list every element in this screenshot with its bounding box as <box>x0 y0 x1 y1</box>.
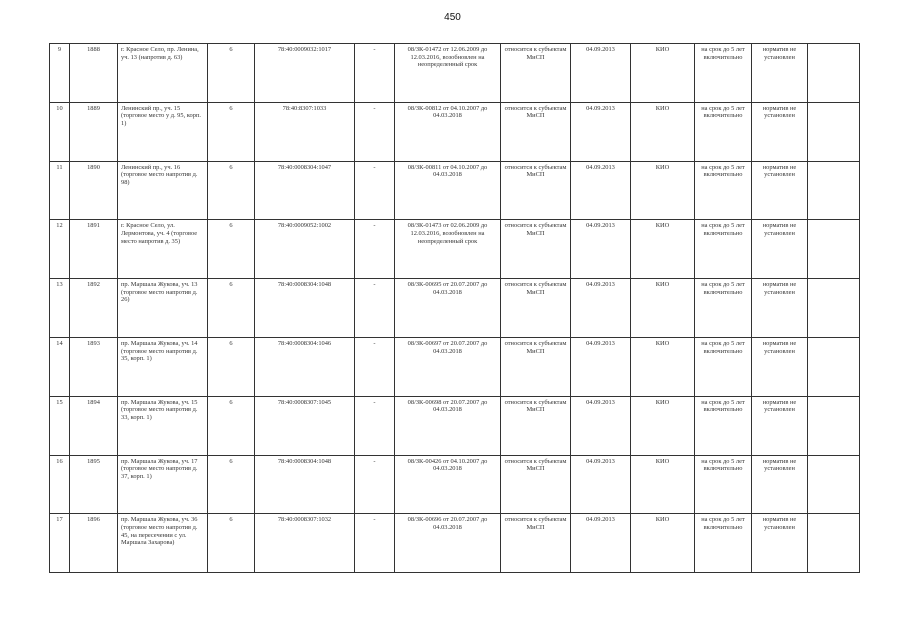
cadastre-cell: 78:40:8307:1033 <box>255 102 355 161</box>
row-number-cell: 12 <box>50 220 70 279</box>
date-cell: 04.09.2013 <box>571 396 631 455</box>
term-cell: на срок до 5 лет включительно <box>695 455 752 514</box>
row-number-cell: 15 <box>50 396 70 455</box>
empty-cell <box>808 514 860 573</box>
subject-cell: относится к субъектам МиСП <box>501 337 571 396</box>
address-cell: пр. Маршала Жукова, уч. 36 (торговое место напротив д. 45, на пересечении с ул. Маршала Захарова) <box>118 514 208 573</box>
norm-cell: норматив не установлен <box>752 279 808 338</box>
empty-cell <box>808 337 860 396</box>
address-cell: пр. Маршала Жукова, уч. 17 (торговое место напротив д. 37, корп. 1) <box>118 455 208 514</box>
empty-cell <box>808 102 860 161</box>
registry-number-cell: 1890 <box>70 161 118 220</box>
registry-number-cell: 1896 <box>70 514 118 573</box>
row-number-cell: 13 <box>50 279 70 338</box>
area-cell: - <box>355 44 395 103</box>
empty-cell <box>808 455 860 514</box>
empty-cell <box>808 161 860 220</box>
area-cell: - <box>355 455 395 514</box>
term-cell: на срок до 5 лет включительно <box>695 279 752 338</box>
cadastre-cell: 78:40:0008307:1032 <box>255 514 355 573</box>
norm-cell: норматив не установлен <box>752 396 808 455</box>
area-cell: - <box>355 161 395 220</box>
area-cell: - <box>355 337 395 396</box>
category-cell: 6 <box>208 161 255 220</box>
row-number-cell: 10 <box>50 102 70 161</box>
category-cell: 6 <box>208 102 255 161</box>
purpose-cell: КИО <box>631 514 695 573</box>
area-cell: - <box>355 102 395 161</box>
address-cell: Ленинский пр., уч. 15 (торговое место у д. 95, корп. 1) <box>118 102 208 161</box>
subject-cell: относится к субъектам МиСП <box>501 44 571 103</box>
date-cell: 04.09.2013 <box>571 279 631 338</box>
table-row <box>50 396 860 455</box>
cadastre-cell: 78:40:0008304:1048 <box>255 279 355 338</box>
page-number: 450 <box>444 12 461 23</box>
area-cell: - <box>355 279 395 338</box>
area-cell: - <box>355 220 395 279</box>
date-cell: 04.09.2013 <box>571 44 631 103</box>
term-cell: на срок до 5 лет включительно <box>695 514 752 573</box>
term-cell: на срок до 5 лет включительно <box>695 102 752 161</box>
term-cell: на срок до 5 лет включительно <box>695 44 752 103</box>
registry-number-cell: 1894 <box>70 396 118 455</box>
date-cell: 04.09.2013 <box>571 161 631 220</box>
empty-cell <box>808 396 860 455</box>
address-cell: г. Красное Село, пр. Ленина, уч. 13 (напротив д. 63) <box>118 44 208 103</box>
table-row <box>50 44 860 103</box>
category-cell: 6 <box>208 455 255 514</box>
subject-cell: относится к субъектам МиСП <box>501 220 571 279</box>
purpose-cell: КИО <box>631 220 695 279</box>
subject-cell: относится к субъектам МиСП <box>501 102 571 161</box>
cadastre-cell: 78:40:0008304:1046 <box>255 337 355 396</box>
address-cell: пр. Маршала Жукова, уч. 13 (торговое место напротив д. 26) <box>118 279 208 338</box>
table-row <box>50 102 860 161</box>
contract-cell: 08/ЗК-00811 от 04.10.2007 до 04.03.2018 <box>395 161 501 220</box>
contract-cell: 08/ЗК-00695 от 20.07.2007 до 04.03.2018 <box>395 279 501 338</box>
purpose-cell: КИО <box>631 102 695 161</box>
subject-cell: относится к субъектам МиСП <box>501 161 571 220</box>
register-body <box>50 44 860 573</box>
contract-cell: 08/ЗК-01473 от 02.06.2009 до 12.03.2016, возобновлен на неопределенный срок <box>395 220 501 279</box>
registry-number-cell: 1892 <box>70 279 118 338</box>
address-cell: г. Красное Село, ул. Лермонтова, уч. 4 (торговое место напротив д. 35) <box>118 220 208 279</box>
purpose-cell: КИО <box>631 337 695 396</box>
registry-number-cell: 1888 <box>70 44 118 103</box>
empty-cell <box>808 279 860 338</box>
address-cell: пр. Маршала Жукова, уч. 14 (торговое место напротив д. 35, корп. 1) <box>118 337 208 396</box>
subject-cell: относится к субъектам МиСП <box>501 396 571 455</box>
purpose-cell: КИО <box>631 44 695 103</box>
empty-cell <box>808 44 860 103</box>
area-cell: - <box>355 396 395 455</box>
table-row <box>50 455 860 514</box>
purpose-cell: КИО <box>631 279 695 338</box>
contract-cell: 08/ЗК-00698 от 20.07.2007 до 04.03.2018 <box>395 396 501 455</box>
norm-cell: норматив не установлен <box>752 337 808 396</box>
contract-cell: 08/ЗК-01472 от 12.06.2009 до 12.03.2016, возобновлен на неопределенный срок <box>395 44 501 103</box>
norm-cell: норматив не установлен <box>752 102 808 161</box>
contract-cell: 08/ЗК-00696 от 20.07.2007 до 04.03.2018 <box>395 514 501 573</box>
category-cell: 6 <box>208 220 255 279</box>
table-row <box>50 279 860 338</box>
date-cell: 04.09.2013 <box>571 220 631 279</box>
term-cell: на срок до 5 лет включительно <box>695 396 752 455</box>
norm-cell: норматив не установлен <box>752 44 808 103</box>
registry-number-cell: 1895 <box>70 455 118 514</box>
contract-cell: 08/ЗК-00426 от 04.10.2007 до 04.03.2018 <box>395 455 501 514</box>
norm-cell: норматив не установлен <box>752 161 808 220</box>
subject-cell: относится к субъектам МиСП <box>501 455 571 514</box>
date-cell: 04.09.2013 <box>571 102 631 161</box>
norm-cell: норматив не установлен <box>752 455 808 514</box>
table-row <box>50 337 860 396</box>
purpose-cell: КИО <box>631 455 695 514</box>
category-cell: 6 <box>208 44 255 103</box>
cadastre-cell: 78:40:0008307:1045 <box>255 396 355 455</box>
table-row <box>50 220 860 279</box>
date-cell: 04.09.2013 <box>571 337 631 396</box>
address-cell: Ленинский пр., уч. 16 (торговое место напротив д. 98) <box>118 161 208 220</box>
term-cell: на срок до 5 лет включительно <box>695 337 752 396</box>
cadastre-cell: 78:40:0009052:1002 <box>255 220 355 279</box>
registry-number-cell: 1893 <box>70 337 118 396</box>
contract-cell: 08/ЗК-00812 от 04.10.2007 до 04.03.2018 <box>395 102 501 161</box>
cadastre-cell: 78:40:0008304:1048 <box>255 455 355 514</box>
date-cell: 04.09.2013 <box>571 455 631 514</box>
row-number-cell: 17 <box>50 514 70 573</box>
term-cell: на срок до 5 лет включительно <box>695 161 752 220</box>
purpose-cell: КИО <box>631 161 695 220</box>
category-cell: 6 <box>208 396 255 455</box>
purpose-cell: КИО <box>631 396 695 455</box>
norm-cell: норматив не установлен <box>752 514 808 573</box>
table-row <box>50 514 860 573</box>
registry-number-cell: 1891 <box>70 220 118 279</box>
subject-cell: относится к субъектам МиСП <box>501 279 571 338</box>
area-cell: - <box>355 514 395 573</box>
row-number-cell: 16 <box>50 455 70 514</box>
register-table <box>49 43 860 573</box>
contract-cell: 08/ЗК-00697 от 20.07.2007 до 04.03.2018 <box>395 337 501 396</box>
empty-cell <box>808 220 860 279</box>
registry-number-cell: 1889 <box>70 102 118 161</box>
address-cell: пр. Маршала Жукова, уч. 15 (торговое место напротив д. 33, корп. 1) <box>118 396 208 455</box>
row-number-cell: 9 <box>50 44 70 103</box>
category-cell: 6 <box>208 514 255 573</box>
cadastre-cell: 78:40:0008304:1047 <box>255 161 355 220</box>
table-row <box>50 161 860 220</box>
term-cell: на срок до 5 лет включительно <box>695 220 752 279</box>
row-number-cell: 14 <box>50 337 70 396</box>
date-cell: 04.09.2013 <box>571 514 631 573</box>
norm-cell: норматив не установлен <box>752 220 808 279</box>
cadastre-cell: 78:40:0009032:1017 <box>255 44 355 103</box>
category-cell: 6 <box>208 279 255 338</box>
row-number-cell: 11 <box>50 161 70 220</box>
subject-cell: относится к субъектам МиСП <box>501 514 571 573</box>
category-cell: 6 <box>208 337 255 396</box>
